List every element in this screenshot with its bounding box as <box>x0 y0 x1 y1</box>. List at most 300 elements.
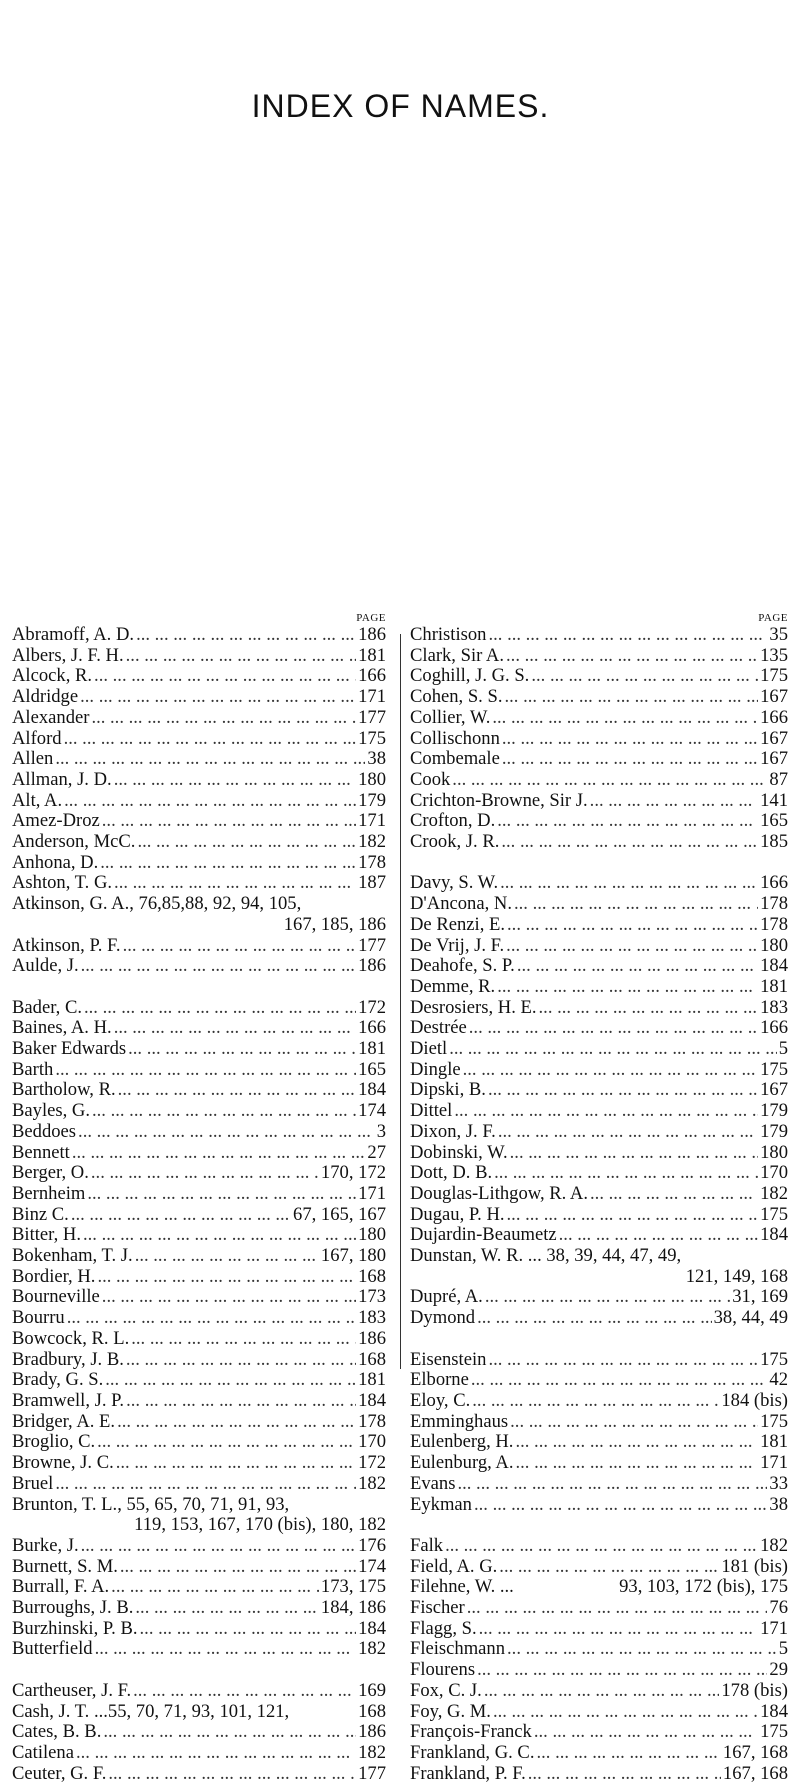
dot-leader <box>477 1308 712 1329</box>
index-entry-pages: 174 <box>358 1556 386 1577</box>
index-entry-name: Foy, G. M. <box>410 1701 491 1722</box>
index-entry-name: Binz C. <box>12 1204 69 1225</box>
index-entry <box>410 832 788 853</box>
index-entry-name: Allen <box>12 749 54 770</box>
index-entry <box>410 1474 788 1495</box>
index-entry-name: Deahofe, S. P. <box>410 956 515 977</box>
dot-leader <box>102 811 356 832</box>
dot-leader <box>123 936 357 957</box>
dot-leader <box>494 1163 758 1184</box>
index-entry-name: Atkinson, G. A., 76,85,88, 92, 94, 105, <box>12 894 302 915</box>
index-entry-name: De Renzi, E. <box>410 914 506 935</box>
index-entry <box>410 646 788 667</box>
dot-leader <box>499 1557 719 1578</box>
dot-leader <box>452 770 767 791</box>
index-entry-name: François-Franck <box>410 1722 532 1743</box>
index-entry <box>12 1308 386 1329</box>
index-entry <box>12 1370 386 1391</box>
index-entry-name: Alcock, R. <box>12 666 93 687</box>
index-entry-name: Desrosiers, H. E. <box>410 997 537 1018</box>
index-entry <box>410 1495 788 1516</box>
index-entry-name: Douglas-Lithgow, R. A. <box>410 1183 589 1204</box>
index-entry <box>410 1039 788 1060</box>
index-entry <box>12 811 386 832</box>
index-entry-pages: 184 <box>760 1701 788 1722</box>
index-entry-name: Dipski, B. <box>410 1080 486 1101</box>
index-entry-name: Collischonn <box>410 728 500 749</box>
index-list-left <box>12 625 386 1784</box>
index-entry-pages: 184 (bis) <box>721 1390 788 1411</box>
index-entry-pages: 183 <box>358 1308 386 1329</box>
index-entry <box>410 1350 788 1371</box>
index-entry <box>12 1267 386 1288</box>
section-gap <box>12 977 386 998</box>
index-entry-pages: 181 <box>760 976 788 997</box>
index-entry <box>410 1619 788 1640</box>
dot-leader <box>528 1764 721 1784</box>
index-entry <box>410 791 788 812</box>
dot-leader <box>117 1412 356 1433</box>
dot-leader <box>64 791 356 812</box>
index-entry <box>410 1225 788 1246</box>
dot-leader <box>488 1080 758 1101</box>
index-entry-name: Frankland, G. C. <box>410 1742 535 1763</box>
dot-leader <box>590 791 758 812</box>
index-entry-name: Bowcock, R. L. <box>12 1328 130 1349</box>
index-entry-pages: 184 <box>760 1225 788 1246</box>
index-entry-pages: 174 <box>358 1101 386 1122</box>
dot-leader <box>83 1225 356 1246</box>
dot-leader <box>479 1619 758 1640</box>
index-entry-name: Aulde, J. <box>12 956 79 977</box>
index-entry-pages: 167 <box>760 687 788 708</box>
index-entry-name: Evans <box>410 1473 456 1494</box>
section-gap <box>410 853 788 874</box>
index-entry <box>410 1598 788 1619</box>
index-entry-name: Bokenham, T. J. <box>12 1246 133 1267</box>
index-entry-name: Flagg, S. <box>410 1618 477 1639</box>
index-entry-name: Allman, J. D. <box>12 769 112 790</box>
dot-leader <box>133 1681 356 1702</box>
index-entry <box>12 791 386 812</box>
dot-leader <box>485 1287 730 1308</box>
index-entry-pages: 38 <box>769 1494 788 1515</box>
dot-leader <box>97 1432 356 1453</box>
index-entry <box>12 770 386 791</box>
index-entry <box>12 1287 386 1308</box>
index-entry <box>410 729 788 750</box>
index-entry <box>12 1018 386 1039</box>
index-entry-pages: 186 <box>358 625 386 645</box>
index-entry-pages: 182 <box>358 1473 386 1494</box>
dot-leader <box>502 749 758 770</box>
index-entry-name: Bayles, G. <box>12 1101 90 1122</box>
dot-leader <box>515 1432 758 1453</box>
index-entry-pages: 178 <box>358 852 386 873</box>
index-entry-pages: 178 <box>760 894 788 915</box>
index-entry <box>410 1184 788 1205</box>
index-entry-pages: 178 <box>358 1411 386 1432</box>
index-entry <box>410 749 788 770</box>
index-entry-name: Bartholow, R. <box>12 1080 116 1101</box>
index-entry-name: Fischer <box>410 1598 465 1618</box>
index-entry-name: Flourens <box>410 1660 476 1681</box>
index-entry-pages: 187 <box>358 873 386 894</box>
index-entry <box>12 1163 386 1184</box>
index-entry-name: Dott, D. B. <box>410 1163 493 1184</box>
index-entry-pages: 167, 180 <box>320 1246 386 1267</box>
index-entry <box>410 1287 788 1308</box>
index-entry <box>12 1039 386 1060</box>
index-entry-pages: 166 <box>760 1018 788 1039</box>
index-entry-pages: 167, 168 <box>722 1742 788 1763</box>
index-entry-pages: 5 <box>778 1639 788 1660</box>
dot-leader <box>95 1639 357 1660</box>
dot-leader <box>120 1557 356 1578</box>
index-entry <box>12 998 386 1019</box>
index-entry-name: Emminghaus <box>410 1411 509 1432</box>
index-entry <box>12 1764 386 1784</box>
dot-leader <box>445 1536 758 1557</box>
index-entry <box>12 1205 386 1226</box>
dot-leader <box>126 646 356 667</box>
index-entry-name: Fox, C. J. <box>410 1680 482 1701</box>
index-entry <box>12 1722 386 1743</box>
index-entry-pages: 171 <box>760 1453 788 1474</box>
index-entry-name: Filehne, W. ... <box>410 1577 514 1598</box>
dot-leader <box>71 1205 291 1226</box>
index-entry <box>410 1412 788 1433</box>
index-entry-name: Aldridge <box>12 687 79 708</box>
index-entry-name: Broglio, C. <box>12 1432 96 1453</box>
dot-leader <box>64 729 357 750</box>
index-entry-pages: 177 <box>358 1763 386 1784</box>
dot-leader <box>84 998 356 1019</box>
index-entry-pages: 167 <box>760 1080 788 1101</box>
index-entry <box>410 1743 788 1764</box>
dot-leader <box>469 1018 758 1039</box>
index-entry-pages: 171 <box>358 811 386 832</box>
index-entry <box>410 894 788 915</box>
dot-leader <box>534 1722 758 1743</box>
index-entry-pages: 87 <box>769 769 788 790</box>
dot-leader <box>515 1453 758 1474</box>
dot-leader <box>463 1060 759 1081</box>
index-entry-pages: 181 <box>358 1370 386 1391</box>
index-entry <box>12 1432 386 1453</box>
index-entry-name: Crichton-Browne, Sir J. <box>410 790 588 811</box>
index-entry <box>410 1018 788 1039</box>
index-entry-name: Frankland, P. F. <box>410 1763 526 1784</box>
index-entry-pages: 141 <box>760 790 788 811</box>
index-entry-pages: 171 <box>760 1618 788 1639</box>
dot-leader <box>497 811 758 832</box>
index-entry-name: Cash, J. T. ...55, 70, 71, 93, 101, 121, <box>12 1701 290 1722</box>
index-entry <box>12 1536 386 1557</box>
index-entry-name: Crofton, D. <box>410 811 496 832</box>
dot-leader <box>118 1080 356 1101</box>
dot-leader <box>108 1764 356 1784</box>
dot-leader <box>539 998 759 1019</box>
index-entry <box>410 1681 788 1702</box>
index-entry-name: Burzhinski, P. B. <box>12 1618 138 1639</box>
dot-leader <box>105 1370 356 1391</box>
dot-leader <box>114 1018 356 1039</box>
index-entry-pages: 179 <box>760 1121 788 1142</box>
dot-leader <box>488 625 767 646</box>
dot-leader <box>91 1163 319 1184</box>
index-entry-pages: 182 <box>760 1183 788 1204</box>
index-entry <box>410 1163 788 1184</box>
index-entry-pages: 180 <box>760 1142 788 1163</box>
index-entry-pages: 35 <box>769 625 788 645</box>
page-title: INDEX OF NAMES. <box>251 88 550 124</box>
index-entry-name: Cates, B. B. <box>12 1722 102 1743</box>
dot-leader <box>457 1474 767 1495</box>
dot-leader <box>126 1350 356 1371</box>
index-column-left <box>12 612 386 1784</box>
index-entry-name: Anderson, McC. <box>12 832 136 853</box>
index-entry <box>12 1619 386 1640</box>
index-entry-name: Butterfield <box>12 1639 93 1660</box>
index-entry-pages: 42 <box>769 1370 788 1391</box>
index-entry-name: Berger, O. <box>12 1163 89 1184</box>
index-entry-pages: 182 <box>358 832 386 853</box>
column-divider <box>400 634 401 1369</box>
index-entry-name: De Vrij, J. F. <box>410 935 505 956</box>
dot-leader <box>507 1639 777 1660</box>
dot-leader <box>504 687 758 708</box>
index-entry-pages: 168 <box>358 1266 386 1287</box>
dot-leader <box>102 1287 356 1308</box>
dot-leader <box>111 1577 319 1598</box>
index-entry-name: Dixon, J. F. <box>410 1121 496 1142</box>
index-entry <box>410 936 788 957</box>
index-entry-name: Ceuter, G. F. <box>12 1763 107 1784</box>
index-entry <box>12 1184 386 1205</box>
index-entry <box>410 708 788 729</box>
index-entry-name: Christison <box>410 625 487 645</box>
index-entry-pages: 67, 165, 167 <box>293 1204 386 1225</box>
dot-leader <box>114 873 356 894</box>
index-entry <box>12 1702 386 1723</box>
dot-leader <box>454 1101 758 1122</box>
index-entry-pages: 184 <box>760 956 788 977</box>
index-entry-name: Burroughs, J. B. <box>12 1598 134 1619</box>
index-entry <box>12 1101 386 1122</box>
index-entry <box>12 956 386 977</box>
index-entry-pages: 171 <box>358 687 386 708</box>
index-entry-pages: 180 <box>358 769 386 790</box>
index-entry-name: Amez-Droz <box>12 811 100 832</box>
index-entry-name: Eloy, C. <box>410 1390 471 1411</box>
index-entry <box>410 687 788 708</box>
dot-leader <box>471 1370 768 1391</box>
dot-leader <box>135 1246 319 1267</box>
index-entry-pages: 186 <box>358 956 386 977</box>
index-entry-pages: 182 <box>358 1639 386 1660</box>
index-entry-name: Combemale <box>410 749 500 770</box>
dot-leader <box>126 1391 356 1412</box>
index-entry-name: Clark, Sir A. <box>410 645 505 666</box>
index-entry-pages: 38 <box>367 749 386 770</box>
index-entry <box>410 1370 788 1391</box>
index-entry-pages: 175 <box>760 1722 788 1743</box>
index-entry-name: Cook <box>410 769 451 790</box>
page-column-header: PAGE <box>758 612 788 624</box>
index-entry <box>410 1101 788 1122</box>
dot-leader <box>72 1143 366 1164</box>
index-entry-pages: 175 <box>358 728 386 749</box>
index-entry <box>410 1391 788 1412</box>
index-entry <box>410 666 788 687</box>
index-entry-continuation: 119, 153, 167, 170 (bis), 180, 182 <box>134 1514 386 1536</box>
index-entry-pages: 179 <box>760 1101 788 1122</box>
index-entry-pages: 172 <box>358 1453 386 1474</box>
index-entry-name: Brunton, T. L., 55, 65, 70, 71, 91, 93, <box>12 1494 290 1515</box>
index-entry-name: Falk <box>410 1535 444 1556</box>
index-entry <box>410 998 788 1019</box>
index-entry-name: Albers, J. F. H. <box>12 645 124 666</box>
index-entry <box>410 1557 788 1578</box>
index-entry-name: Alt, A. <box>12 790 63 811</box>
index-entry-pages: 170, 172 <box>320 1163 386 1184</box>
dot-leader <box>500 873 758 894</box>
index-entry-pages: 182 <box>760 1535 788 1556</box>
dot-leader <box>116 1453 356 1474</box>
index-entry-name: Cartheuser, J. F. <box>12 1680 132 1701</box>
index-entry-name: Dittel <box>410 1101 453 1122</box>
index-entry-pages: 176 <box>358 1535 386 1556</box>
index-entry <box>12 873 386 894</box>
index-entry <box>12 1391 386 1412</box>
index-entry <box>12 708 386 729</box>
index-entry-pages: 167 <box>760 749 788 770</box>
index-entry-pages: 165 <box>760 811 788 832</box>
index-entry-pages: 27 <box>367 1142 386 1163</box>
dot-leader <box>81 956 356 977</box>
index-entry-name: Bitter, H. <box>12 1225 81 1246</box>
index-entry <box>12 687 386 708</box>
index-entry <box>12 1225 386 1246</box>
dot-leader <box>510 1143 758 1164</box>
dot-leader <box>506 646 758 667</box>
index-entry <box>12 666 386 687</box>
index-entry-pages: 180 <box>760 935 788 956</box>
index-entry-name: Ashton, T. G. <box>12 873 113 894</box>
index-entry-name: Burnett, S. M. <box>12 1556 118 1577</box>
dot-leader <box>506 936 758 957</box>
dot-leader <box>474 1495 767 1516</box>
dot-leader <box>67 1308 356 1329</box>
index-entry <box>12 749 386 770</box>
index-entry-name: Bennett <box>12 1142 70 1163</box>
index-entry-name: Bader, C. <box>12 997 82 1018</box>
index-entry-pages: 184 <box>358 1618 386 1639</box>
index-entry-pages: 167, 168 <box>722 1763 788 1784</box>
dot-leader <box>467 1598 768 1619</box>
index-entry-name: Alexander <box>12 707 90 728</box>
index-entry-name: Anhona, D. <box>12 852 99 873</box>
dot-leader <box>498 1122 758 1143</box>
dot-leader <box>510 1412 758 1433</box>
index-entry <box>410 1432 788 1453</box>
index-entry <box>12 1474 386 1495</box>
dot-leader <box>97 1267 356 1288</box>
index-entry-pages: 168 <box>358 1349 386 1370</box>
index-entry-pages: 173 <box>358 1287 386 1308</box>
index-entry <box>12 1557 386 1578</box>
section-gap <box>12 1660 386 1681</box>
index-entry <box>410 1205 788 1226</box>
index-entry-name: Collier, W. <box>410 707 491 728</box>
index-entry-pages: 180 <box>358 1225 386 1246</box>
index-entry-name: D'Ancona, N. <box>410 894 512 915</box>
index-entry <box>410 1453 788 1474</box>
index-entry-pages: 171 <box>358 1183 386 1204</box>
index-entry-name: Cohen, S. S. <box>410 687 503 708</box>
dot-leader <box>92 1101 356 1122</box>
dot-leader <box>517 956 758 977</box>
dot-leader <box>488 1350 758 1371</box>
index-entry-continuation: 121, 149, 168 <box>685 1265 788 1287</box>
index-entry-pages: 181 <box>358 645 386 666</box>
index-entry <box>12 646 386 667</box>
index-entry-name: Dymond <box>410 1308 476 1329</box>
index-entry-pages: 175 <box>760 1349 788 1370</box>
index-entry-name: Brady, G. S. <box>12 1370 104 1391</box>
dot-leader <box>449 1039 777 1060</box>
index-entry <box>12 1080 386 1101</box>
dot-leader <box>80 687 356 708</box>
index-entry-pages: 177 <box>358 707 386 728</box>
index-entry-pages: 31, 169 <box>732 1287 788 1308</box>
index-entry-name: Bridger, A. E. <box>12 1411 116 1432</box>
dot-leader <box>140 1619 357 1640</box>
index-entry <box>410 1122 788 1143</box>
index-entry <box>410 1764 788 1784</box>
index-entry-name: Bourneville <box>12 1287 100 1308</box>
index-entry <box>12 1246 386 1267</box>
index-entry-pages: 166 <box>760 707 788 728</box>
dot-leader <box>131 1329 356 1350</box>
index-entry-name: Crook, J. R. <box>410 832 500 853</box>
index-entry-name: Catilena <box>12 1742 74 1763</box>
dot-leader <box>493 1702 758 1723</box>
index-entry <box>410 1536 788 1557</box>
index-entry-pages: 186 <box>358 1722 386 1743</box>
dot-leader <box>497 977 758 998</box>
index-entry <box>12 1350 386 1371</box>
index-entry <box>12 1060 386 1081</box>
dot-leader <box>91 708 356 729</box>
index-entry-pages: 169 <box>358 1680 386 1701</box>
dot-leader <box>559 1225 758 1246</box>
index-entry-pages: 185 <box>760 832 788 853</box>
dot-leader <box>502 729 758 750</box>
dot-leader <box>100 853 356 874</box>
index-entry <box>12 1412 386 1433</box>
index-entry <box>12 1329 386 1350</box>
index-entry-pages: 186 <box>358 1328 386 1349</box>
index-entry-name: Davy, S. W. <box>410 873 499 894</box>
dot-leader <box>472 1391 719 1412</box>
index-entry-name: Eykman <box>410 1494 472 1515</box>
index-entry-name: Burrall, F. A. <box>12 1577 110 1598</box>
index-entry-pages: 182 <box>358 1742 386 1763</box>
index-entry-name: Fleischmann <box>410 1639 506 1660</box>
index-entry-pages: 175 <box>760 1204 788 1225</box>
